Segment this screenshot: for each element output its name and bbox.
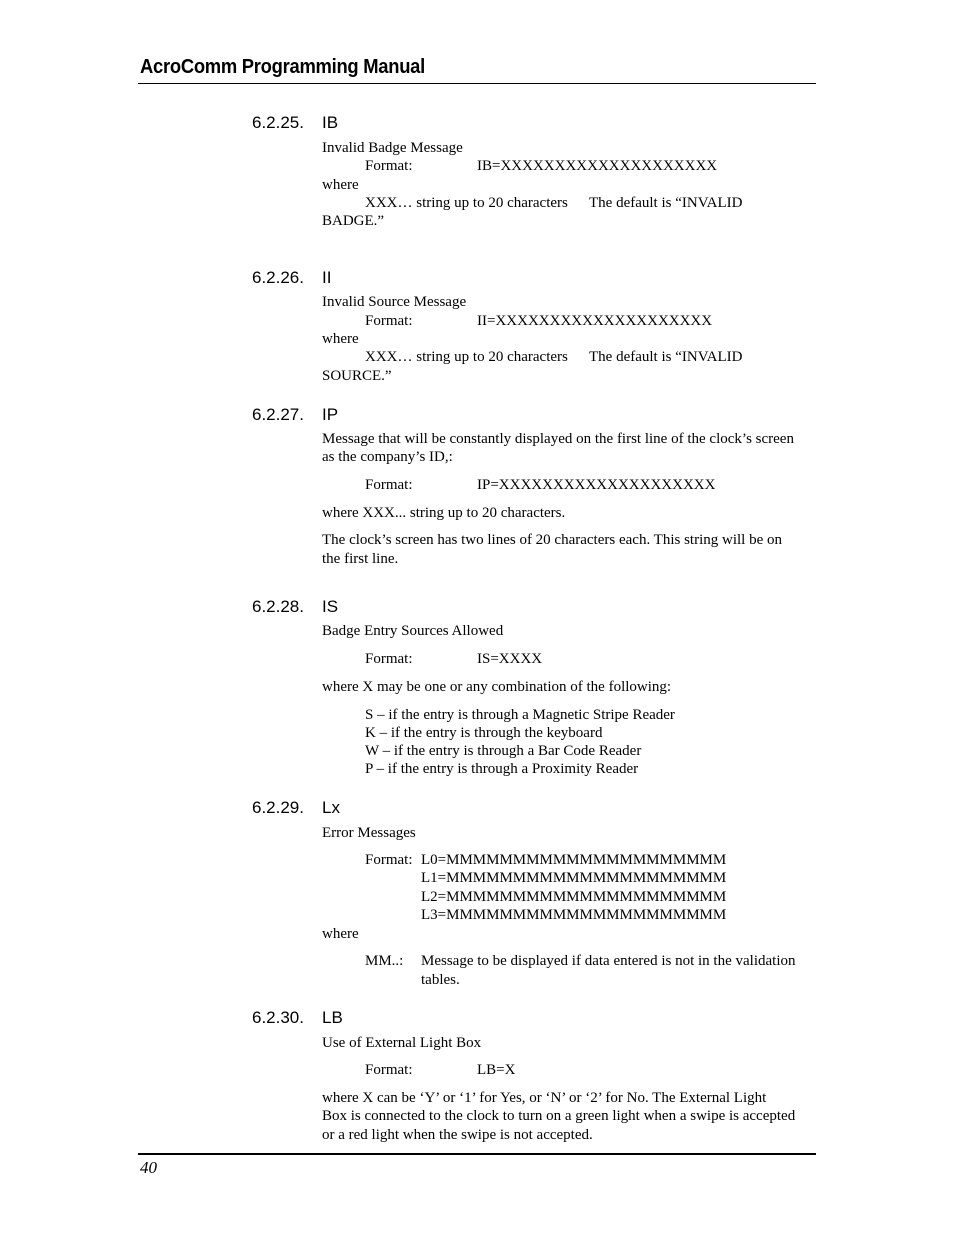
format-value: L0=MMMMMMMMMMMMMMMMMMMMM — [421, 852, 727, 868]
format-value: IB=XXXXXXXXXXXXXXXXXXXX — [477, 158, 718, 174]
section-heading-ip — [252, 405, 338, 425]
parameter-description: XXX… string up to 20 characters — [365, 195, 568, 211]
where-text: where XXX... string up to 20 characters. — [322, 505, 566, 521]
format-value: LB=X — [477, 1062, 516, 1078]
format-label: Format: — [365, 313, 413, 329]
where-text-cont: Box is connected to the clock to turn on a green light when a swipe is accepted — [322, 1108, 796, 1124]
section-code: II — [322, 268, 332, 287]
section-number: 6.2.25. — [252, 113, 304, 132]
where-text: where X may be one or any combination of the following: — [322, 679, 672, 695]
section-description: Use of External Light Box — [322, 1035, 482, 1051]
format-value: L2=MMMMMMMMMMMMMMMMMMMMM — [421, 889, 727, 905]
section-number: 6.2.30. — [252, 1008, 304, 1027]
format-label: Format: — [365, 158, 413, 174]
section-description: Badge Entry Sources Allowed — [322, 623, 504, 639]
header-rule — [138, 83, 816, 84]
format-label: Format: — [365, 852, 413, 868]
default-value-text-cont: BADGE.” — [322, 213, 385, 229]
section-heading-lb — [252, 1008, 343, 1028]
list-item: K – if the entry is through the keyboard — [365, 725, 603, 741]
section-description: Error Messages — [322, 825, 416, 841]
format-value: IP=XXXXXXXXXXXXXXXXXXXX — [477, 477, 716, 493]
default-value-text: The default is “INVALID — [589, 195, 743, 211]
note-text-cont: the first line. — [322, 551, 399, 567]
format-label: Format: — [365, 477, 413, 493]
format-label: Format: — [365, 1062, 413, 1078]
page-header-title: AcroComm Programming Manual — [140, 56, 425, 78]
section-code: Lx — [322, 798, 340, 817]
section-code: IB — [322, 113, 339, 132]
format-value: II=XXXXXXXXXXXXXXXXXXXX — [477, 313, 713, 329]
parameter-label: MM..: — [365, 953, 404, 969]
section-description: Invalid Badge Message — [322, 140, 463, 156]
format-value: L3=MMMMMMMMMMMMMMMMMMMMM — [421, 907, 727, 923]
parameter-description: Message to be displayed if data entered is not in the validation — [421, 953, 796, 969]
section-number: 6.2.27. — [252, 405, 304, 424]
section-number: 6.2.26. — [252, 268, 304, 287]
list-item: S – if the entry is through a Magnetic Stripe Reader — [365, 707, 675, 723]
section-description: Invalid Source Message — [322, 294, 467, 310]
parameter-description-cont: tables. — [421, 972, 460, 988]
section-description-cont: as the company’s ID,: — [322, 449, 453, 465]
page-number: 40 — [140, 1158, 157, 1177]
section-code: IS — [322, 597, 339, 616]
list-item: W – if the entry is through a Bar Code Reader — [365, 743, 642, 759]
where-text-cont: or a red light when the swipe is not accepted. — [322, 1127, 593, 1143]
where-label: where — [322, 177, 359, 193]
parameter-description: XXX… string up to 20 characters — [365, 349, 568, 365]
footer-rule — [138, 1153, 816, 1155]
section-description: Message that will be constantly displayed on the first line of the clock’s screen — [322, 431, 794, 447]
section-number: 6.2.29. — [252, 798, 304, 817]
list-item: P – if the entry is through a Proximity Reader — [365, 761, 639, 777]
section-number: 6.2.28. — [252, 597, 304, 616]
section-code: LB — [322, 1008, 343, 1027]
section-heading-ii — [252, 268, 331, 288]
where-text: where X can be ‘Y’ or ‘1’ for Yes, or ‘N’ or ‘2’ for No. The External Light — [322, 1090, 767, 1106]
where-label: where — [322, 331, 359, 347]
format-label: Format: — [365, 651, 413, 667]
section-heading-is — [252, 597, 338, 617]
format-value: L1=MMMMMMMMMMMMMMMMMMMMM — [421, 870, 727, 886]
section-heading-lx — [252, 798, 340, 818]
section-code: IP — [322, 405, 339, 424]
format-value: IS=XXXX — [477, 651, 543, 667]
section-heading-ib — [252, 113, 338, 133]
default-value-text-cont: SOURCE.” — [322, 368, 392, 384]
note-text: The clock’s screen has two lines of 20 characters each. This string will be on — [322, 532, 782, 548]
default-value-text: The default is “INVALID — [589, 349, 743, 365]
where-label: where — [322, 926, 359, 942]
